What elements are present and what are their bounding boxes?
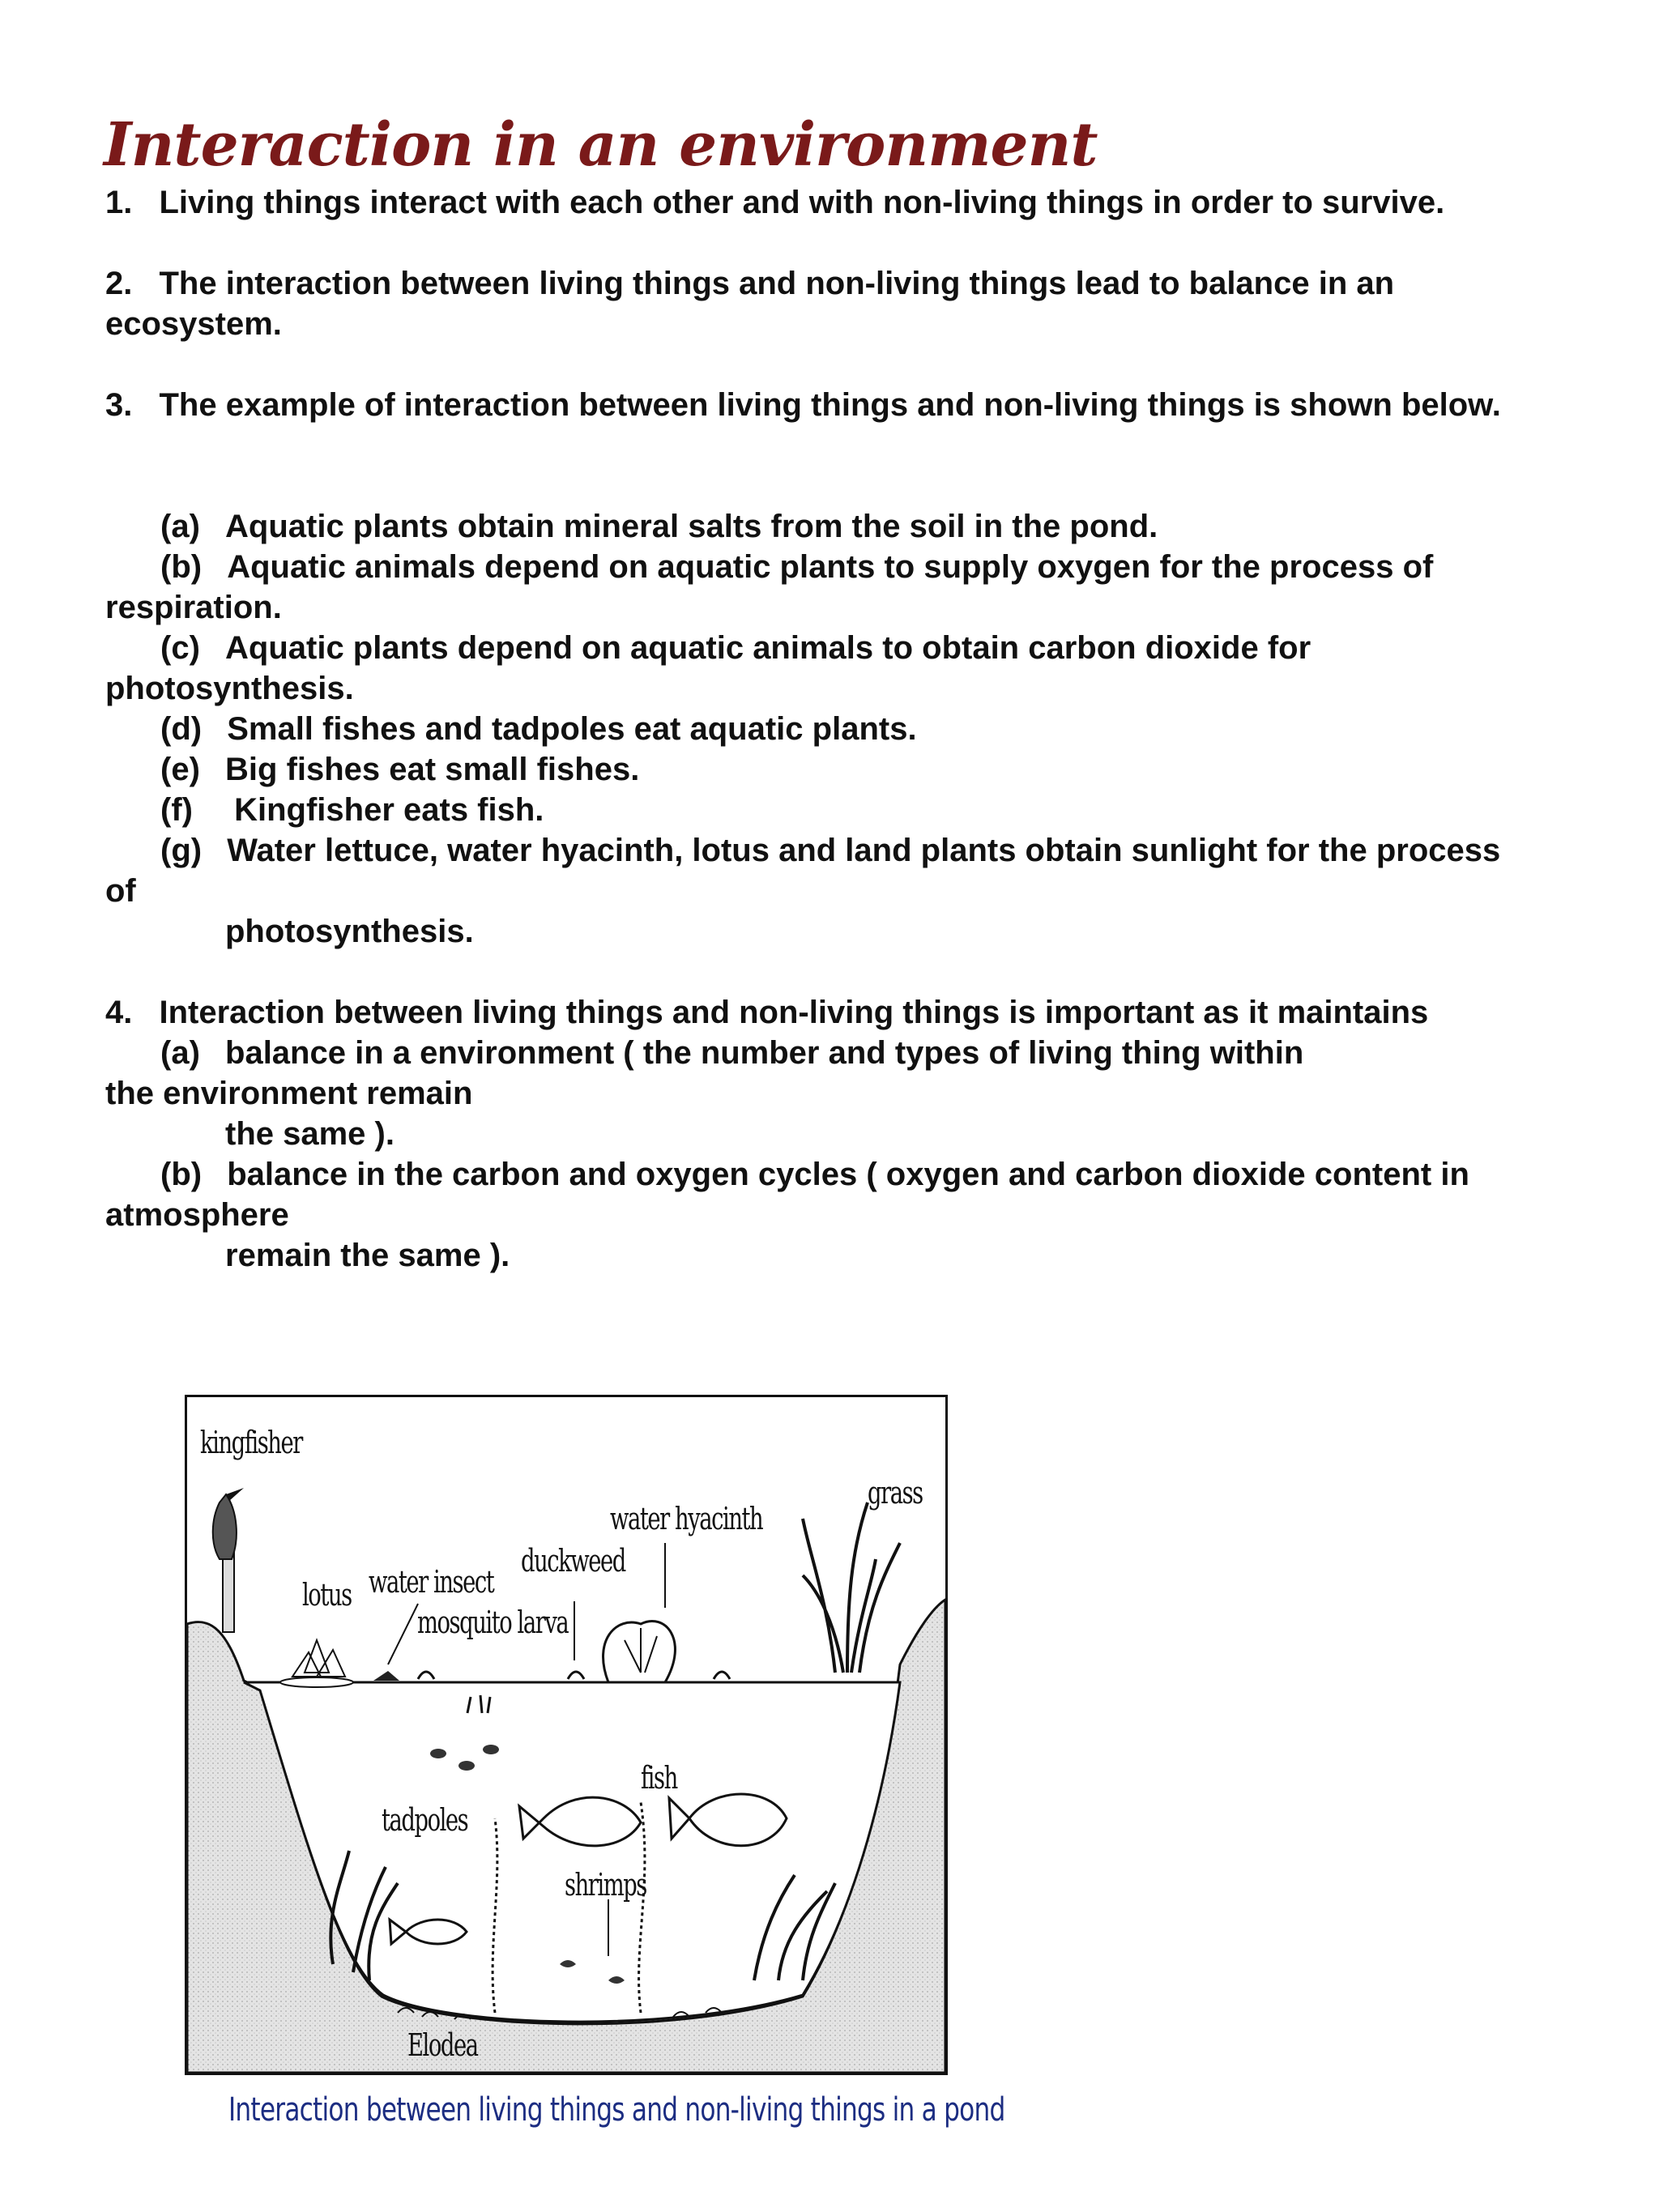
point-4-item-a-label: (a) — [160, 1035, 200, 1071]
point-4-number: 4. — [105, 995, 133, 1030]
example-g-label: (g) — [160, 833, 203, 868]
example-c-label: (c) — [160, 630, 200, 666]
point-4-item-b-label: (b) — [160, 1157, 203, 1192]
example-b-continuation: respiration. — [105, 590, 282, 625]
label-mosquito-larva: mosquito larva — [417, 1605, 569, 1640]
label-kingfisher: kingfisher — [200, 1425, 302, 1460]
example-g — [160, 833, 1500, 869]
label-water-insect: water insect — [369, 1564, 494, 1600]
point-4-item-b-text: balance in the carbon and oxygen cycles ( oxygen and carbon dioxide content in — [227, 1157, 1469, 1192]
point-4-item-a-continuation-2: the same ). — [225, 1116, 394, 1152]
example-a — [160, 509, 1158, 545]
example-d — [160, 711, 917, 748]
point-4-text: Interaction between living things and non-living things is important as it maintains — [159, 995, 1429, 1030]
point-2 — [105, 266, 1394, 302]
example-a-text: Aquatic plants obtain mineral salts from the soil in the pond. — [225, 509, 1158, 544]
example-d-label: (d) — [160, 711, 203, 747]
example-c — [160, 630, 1311, 667]
diagram-caption: Interaction between living things and non-living things in a pond — [228, 2091, 1005, 2129]
example-g-continuation: of — [105, 873, 136, 909]
point-4-item-a-text: balance in a environment ( the number and types of living thing within — [225, 1035, 1304, 1071]
point-2-text: The interaction between living things and non-living things lead to balance in an — [159, 266, 1395, 301]
point-4 — [105, 995, 1428, 1031]
label-fish: fish — [641, 1760, 677, 1796]
point-4-item-a — [160, 1035, 1303, 1072]
label-grass: grass — [868, 1475, 923, 1511]
example-b-label: (b) — [160, 549, 203, 585]
point-1-number: 1. — [105, 185, 133, 220]
label-shrimps: shrimps — [565, 1867, 646, 1903]
example-f-label: (f) — [160, 792, 193, 828]
example-e — [160, 752, 639, 788]
point-1 — [105, 185, 1444, 221]
example-b-text: Aquatic animals depend on aquatic plants to supply oxygen for the process of — [227, 549, 1434, 585]
point-1-text: Living things interact with each other and with non-living things in order to survive. — [159, 185, 1445, 220]
example-a-label: (a) — [160, 509, 200, 544]
example-g-continuation-2: photosynthesis. — [225, 914, 474, 949]
pond-diagram — [185, 1395, 948, 2075]
point-4-item-b-continuation: atmosphere — [105, 1197, 289, 1233]
pond-illustration — [187, 1397, 945, 2073]
point-3 — [105, 387, 1501, 424]
point-4-item-b-continuation-2: remain the same ). — [225, 1238, 510, 1273]
point-2-number: 2. — [105, 266, 133, 301]
label-water-hyacinth: water hyacinth — [610, 1501, 763, 1536]
page-title: Interaction in an environment — [104, 110, 1098, 180]
label-tadpoles: tadpoles — [382, 1802, 468, 1838]
example-f — [160, 792, 544, 829]
example-g-text: Water lettuce, water hyacinth, lotus and land plants obtain sunlight for the process — [227, 833, 1501, 868]
point-4-item-a-continuation: the environment remain — [105, 1076, 473, 1111]
point-2-continuation: ecosystem. — [105, 306, 282, 342]
example-f-text: Kingfisher eats fish. — [234, 792, 544, 828]
point-3-text: The example of interaction between living things and non-living things is shown below. — [159, 387, 1501, 423]
label-lotus: lotus — [302, 1577, 352, 1613]
example-c-text: Aquatic plants depend on aquatic animals to obtain carbon dioxide for — [225, 630, 1311, 666]
example-c-continuation: photosynthesis. — [105, 671, 354, 706]
point-3-number: 3. — [105, 387, 133, 423]
point-4-item-b — [160, 1157, 1469, 1193]
example-e-label: (e) — [160, 752, 200, 787]
example-e-text: Big fishes eat small fishes. — [225, 752, 640, 787]
label-elodea: Elodea — [407, 2027, 478, 2063]
label-duckweed: duckweed — [521, 1543, 625, 1579]
example-b — [160, 549, 1433, 586]
example-d-text: Small fishes and tadpoles eat aquatic plants. — [227, 711, 917, 747]
